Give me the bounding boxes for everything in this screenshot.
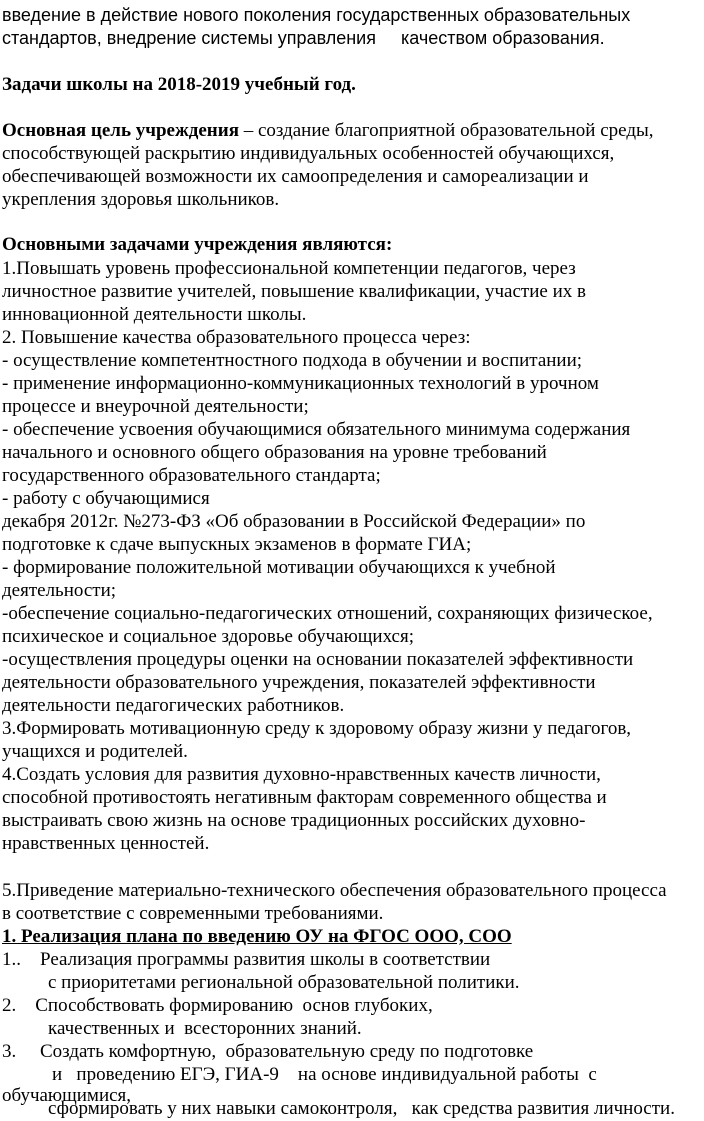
list-item-continuation: сформировать у них навыки самоконтроля, как средства развития личности. xyxy=(48,1098,675,1119)
text-line: инновационной деятельности школы. xyxy=(2,304,307,325)
text-line: стандартов, внедрение системы управления качеством образования. xyxy=(2,28,605,48)
list-item-continuation: обучающимися, xyxy=(2,1085,132,1106)
plan-heading: 1. Реализация плана по введению ОУ на ФГОС ООО, СОО xyxy=(2,926,512,947)
text-line: психическое и социальное здоровье обучающихся; xyxy=(2,626,415,647)
text-line: введение в действие нового поколения государственных образовательных xyxy=(2,5,631,25)
text-line: способствующей раскрытию индивидуальных особенностей обучающихся, xyxy=(2,143,615,164)
text-line: подготовке к сдаче выпускных экзаменов в формате ГИА; xyxy=(2,534,472,555)
tasks-heading: Основными задачами учреждения являются: xyxy=(2,234,393,255)
text-line: -обеспечение социально-педагогических отношений, сохраняющих физическое, xyxy=(2,603,653,624)
list-item-continuation: и проведению ЕГЭ, ГИА-9 на основе индивидуальной работы с xyxy=(52,1064,597,1085)
text-line: начального и основного общего образования на уровне требований xyxy=(2,442,547,463)
text-line: деятельности образовательного учреждения, показателей эффективности xyxy=(2,672,596,693)
goal-text: – создание благоприятной образовательной среды, xyxy=(238,120,654,141)
text-line: 4.Создать условия для развития духовно-нравственных качеств личности, xyxy=(2,764,601,785)
list-item: 1.. Реализация программы развития школы в соответствии xyxy=(2,949,491,970)
text-line: личностное развитие учителей, повышение квалификации, участие их в xyxy=(2,281,586,302)
goal-label: Основная цель учреждения xyxy=(2,120,239,141)
text-line: - работу с обучающимися xyxy=(2,488,210,509)
text-line: государственного образовательного стандарта; xyxy=(2,465,381,486)
list-item-continuation: с приоритетами региональной образовательной политики. xyxy=(48,972,520,993)
text-line: -осуществления процедуры оценки на основании показателей эффективности xyxy=(2,649,634,670)
text-line: 2. Повышение качества образовательного процесса через: xyxy=(2,327,471,348)
goal-paragraph-line xyxy=(2,120,654,142)
list-item: 3. Создать комфортную, образовательную среду по подготовке xyxy=(2,1041,534,1062)
text-line: деятельности педагогических работников. xyxy=(2,695,345,716)
text-line: - применение информационно-коммуникационных технологий в урочном xyxy=(2,373,599,394)
text-line: 1.Повышать уровень профессиональной компетенции педагогов, через xyxy=(2,258,576,279)
text-line: укрепления здоровья школьников. xyxy=(2,189,280,210)
text-line: деятельности; xyxy=(2,580,117,601)
text-line: - формирование положительной мотивации обучающихся к учебной xyxy=(2,557,556,578)
text-line: - осуществление компетентностного подхода в обучении и воспитании; xyxy=(2,350,583,371)
section-heading: Задачи школы на 2018-2019 учебный год. xyxy=(2,74,356,95)
text-line: - обеспечение усвоения обучающимися обязательного минимума содержания xyxy=(2,419,631,440)
text-line: процессе и внеурочной деятельности; xyxy=(2,396,309,417)
list-item: 2. Способствовать формированию основ глубоких, xyxy=(2,995,433,1016)
text-line: в соответствие с современными требованиями. xyxy=(2,903,384,924)
text-line: выстраивать свою жизнь на основе традиционных российских духовно- xyxy=(2,810,586,831)
text-line: 5.Приведение материально-технического обеспечения образовательного процесса xyxy=(2,880,667,901)
text-line: нравственных ценностей. xyxy=(2,833,210,854)
text-line: способной противостоять негативным факторам современного общества и xyxy=(2,787,607,808)
text-line: 3.Формировать мотивационную среду к здоровому образу жизни у педагогов, xyxy=(2,718,632,739)
list-item-continuation: качественных и всесторонних знаний. xyxy=(48,1018,362,1039)
text-line: декабря 2012г. №273-ФЗ «Об образовании в Российской Федерации» по xyxy=(2,511,586,532)
text-line: учащихся и родителей. xyxy=(2,741,188,762)
text-line: обеспечивающей возможности их самоопределения и самореализации и xyxy=(2,166,589,187)
